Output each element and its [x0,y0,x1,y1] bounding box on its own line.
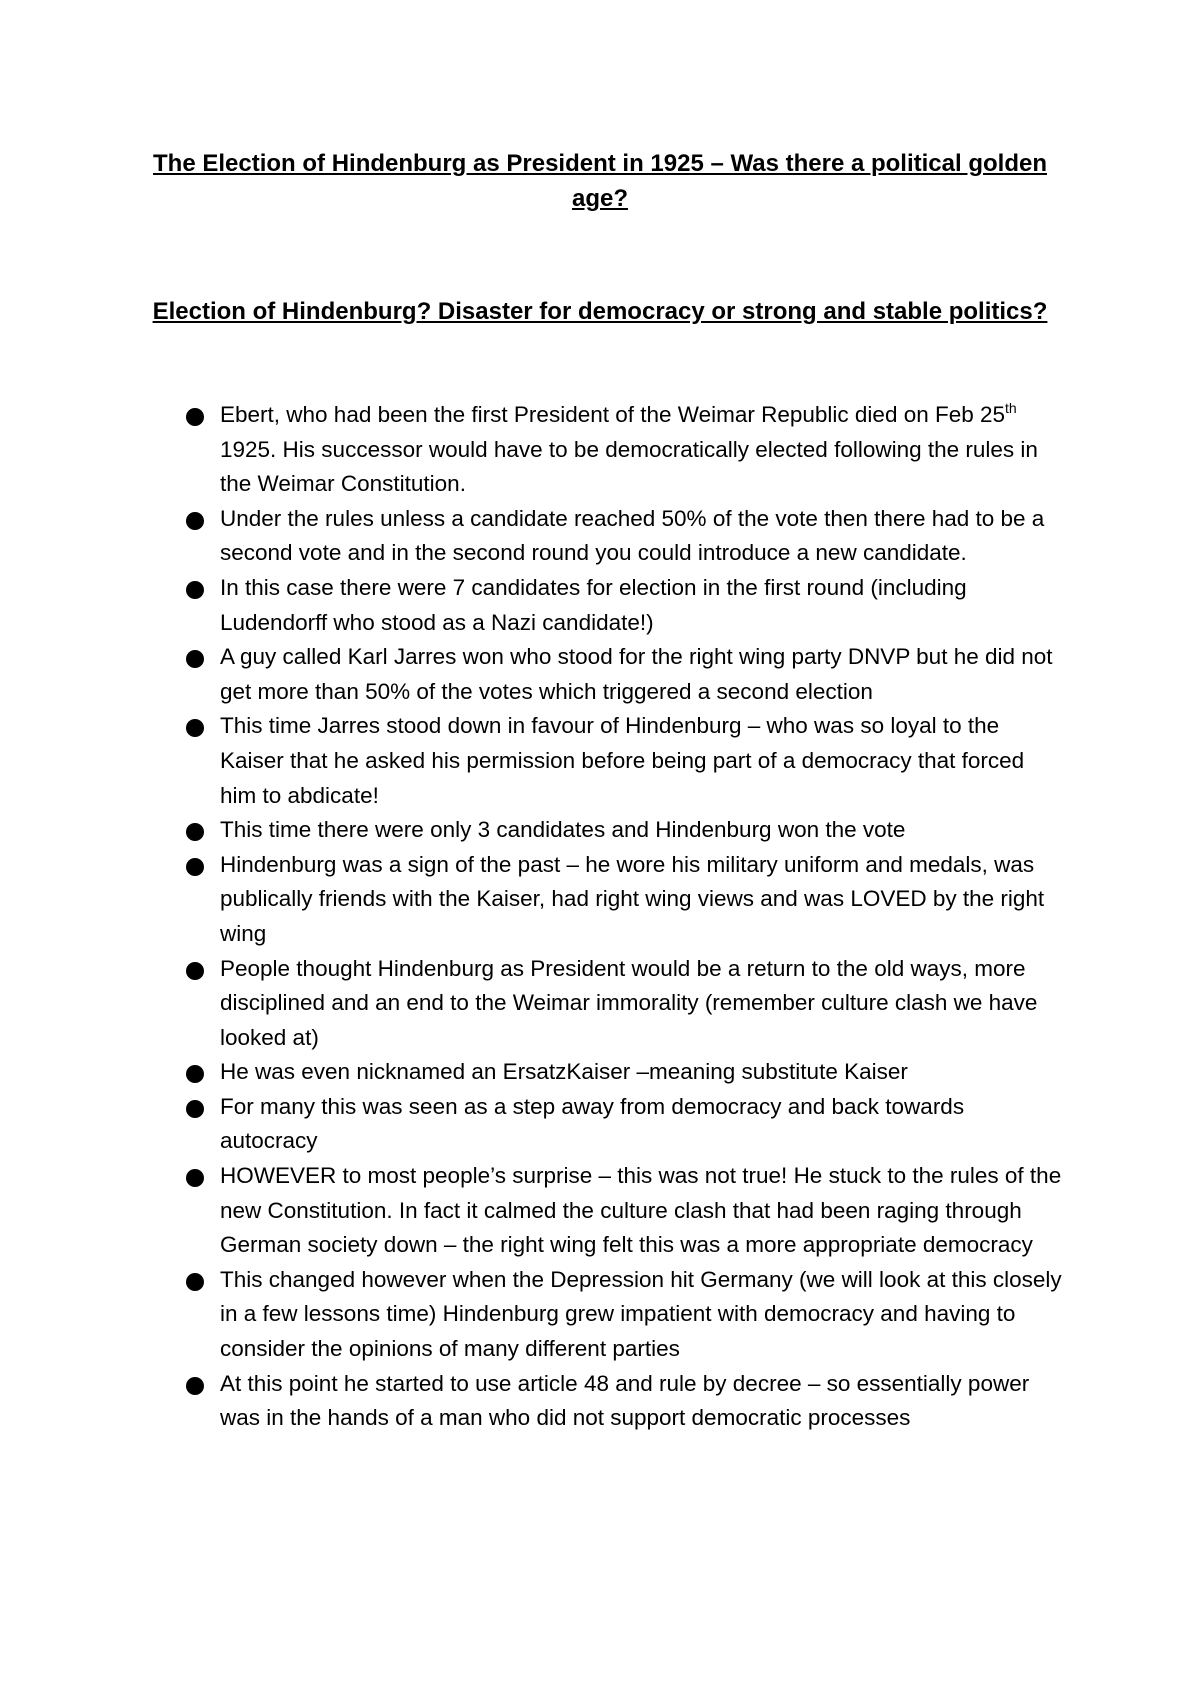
bullet-dot-icon [186,1273,204,1291]
bullet-dot-icon [186,823,204,841]
list-item [186,1055,1066,1090]
list-item [186,952,1066,1056]
bullet-dot-icon [186,650,204,668]
bullet-list [186,398,1066,1436]
bullet-dot-icon [186,408,204,426]
ordinal-suffix: th [1005,400,1017,416]
list-item-text: A guy called Karl Jarres won who stood for the right wing party DNVP but he did not get more than 50% of the votes which triggered a second election [220,644,1053,704]
list-item [186,398,1066,502]
list-item-text: For many this was seen as a step away from democracy and back towards autocracy [220,1093,965,1154]
list-item [186,502,1066,571]
bullet-dot-icon [186,1377,204,1395]
list-item [186,1367,1066,1436]
list-item-text: People thought Hindenburg as President would be a return to the old ways, more disciplined and an end to the Weimar immorality (remember culture clash we have looked at) [220,955,1038,1050]
list-item-text: In this case there were 7 candidates for election in the first round (including Ludendorff who stood as a Nazi candidate!) [220,574,967,635]
list-item-text: At this point he started to use article 48 and rule by decree – so essentially power was in the hands of a man who did not support democratic processes [220,1370,1030,1431]
list-item [186,1263,1066,1367]
bullet-dot-icon [186,962,204,980]
list-item [186,1159,1066,1263]
list-item-text: Under the rules unless a candidate reached 50% of the vote then there had to be a second vote and in the second round you could introduce a new candidate. [220,505,1045,566]
document-subtitle: Election of Hindenburg? Disaster for democracy or strong and stable politics? [152,298,1048,325]
list-item-text: Ebert, who had been the first President of the Weimar Republic died on Feb 25 [220,402,1006,427]
bullet-dot-icon [186,858,204,876]
list-item-text: 1925. His successor would have to be democratically elected following the rules in the Weimar Constitution. [220,436,1038,497]
list-item-text: He was even nicknamed an ErsatzKaiser –meaning substitute Kaiser [220,1059,908,1085]
bullet-dot-icon [186,1100,204,1118]
bullet-dot-icon [186,719,204,737]
bullet-dot-icon [186,512,204,530]
list-item [186,640,1066,709]
bullet-dot-icon [186,1169,204,1187]
document-title: The Election of Hindenburg as President in 1925 – Was there a political golden age? [153,150,1047,212]
list-item-text: Hindenburg was a sign of the past – he wore his military uniform and medals, was publically friends with the Kaiser, had right wing views and was LOVED by the right wing [220,851,1045,946]
list-item [186,1090,1066,1159]
bullet-dot-icon [186,581,204,599]
list-item [186,848,1066,952]
list-item [186,709,1066,813]
list-item-text: This time there were only 3 candidates and Hindenburg won the vote [220,817,906,843]
list-item-text: This time Jarres stood down in favour of Hindenburg – who was so loyal to the Kaiser that he asked his permission before being part of a democracy that forced him to abdicate! [220,713,1025,808]
list-item [186,571,1066,640]
list-item-text: This changed however when the Depression hit Germany (we will look at this closely in a few lessons time) Hindenburg grew impatient with democracy and having to consider the opinions of many different parties [220,1266,1062,1362]
list-item-text: HOWEVER to most people’s surprise – this was not true! He stuck to the rules of the new Constitution. In fact it calmed the culture clash that had been raging through German society down – the right wing felt this was a more appropriate democracy [220,1163,1062,1258]
bullet-dot-icon [186,1065,204,1083]
list-item [186,813,1066,848]
